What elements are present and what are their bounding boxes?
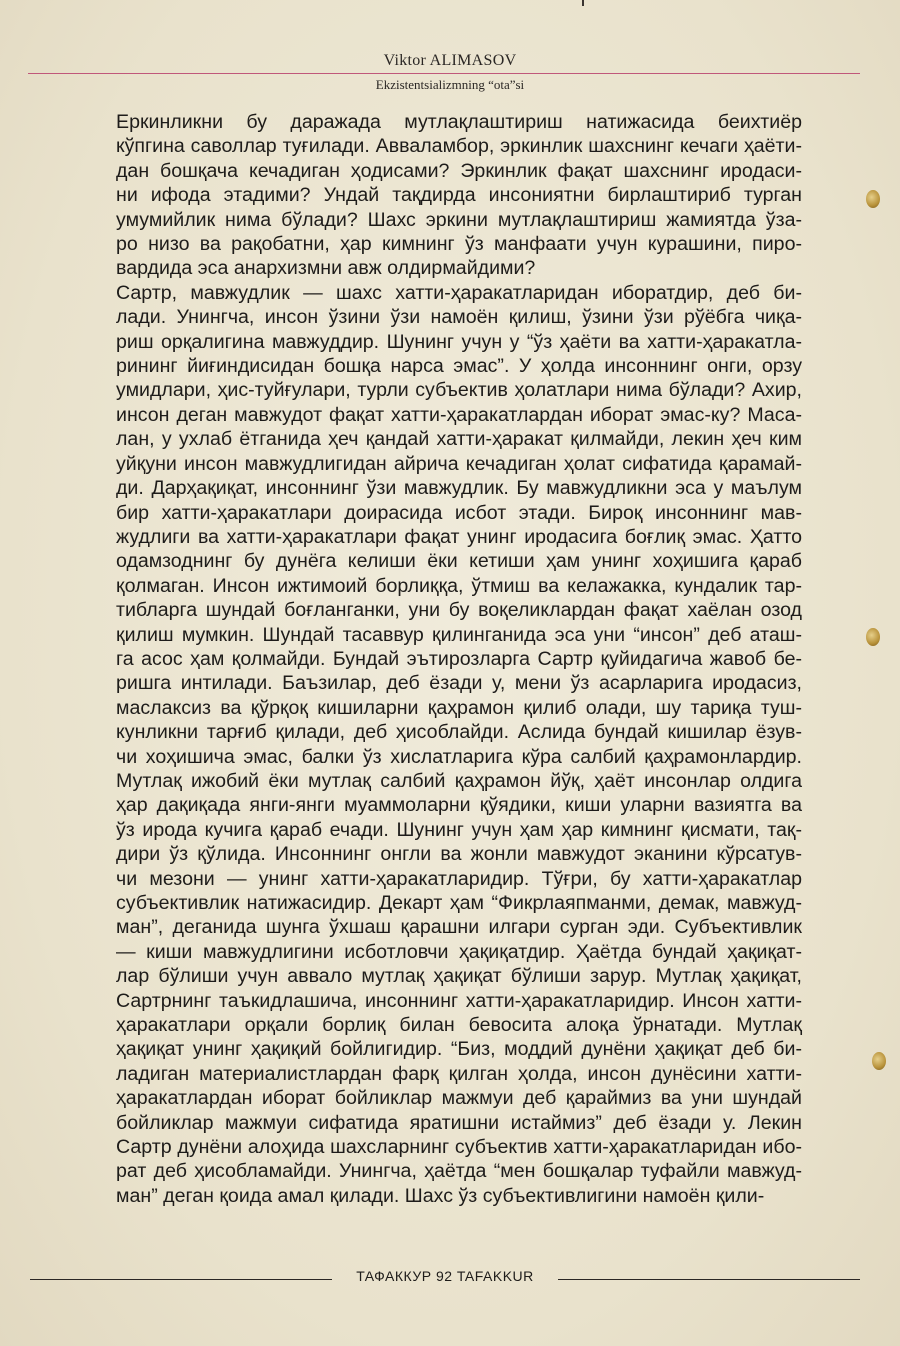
header-subtitle: Ekzistentsializmning “ota”sі bbox=[375, 77, 525, 92]
top-mark bbox=[582, 0, 584, 6]
text-line: дири ўз қўлида. Инсоннинг онгли ва жонли мавжудот эканини кўрсатув- bbox=[116, 843, 802, 866]
text-line: ҳар дақиқада янги-янги муаммоларни қўядики, киши уларни вазиятга ва bbox=[116, 794, 802, 817]
text-line: — киши мавжудлигини исботловчи ҳақиқатдир. Ҳаётда бундай ҳақиқат- bbox=[116, 940, 802, 963]
footer-rule-right bbox=[558, 1279, 860, 1280]
text-line: одамзоднинг бу дунёга келиши ёки кетиши ҳам унинг хоҳишига қараб bbox=[116, 550, 802, 573]
text-line: чи мезони — унинг хатти-ҳаракатларидир. Тўғри, бу хатти-ҳаракатлар bbox=[116, 867, 802, 890]
header-author: Viktor ALIMASOV bbox=[383, 52, 517, 69]
text-line: инсон деган мавжудот фақат хатти-ҳаракатлардан иборат эмас-ку? Маса- bbox=[116, 403, 802, 426]
text-line: ладиган материалистлардан фарқ қилган ҳолда, инсон дунёсини хатти- bbox=[116, 1062, 802, 1085]
text-line: лади. Унингча, инсон ўзини ўзи намоён қилиш, ўзини ўзи рўёбга чиқа- bbox=[116, 306, 802, 329]
text-line: умумийлик нима бўлади? Шахс эркини мутлақлаштириш жамиятда ўза- bbox=[116, 208, 802, 231]
binding-hole-top bbox=[866, 190, 880, 208]
text-line: Еркинликни бу даражада мутлақлаштириш натижасида беихтиёр bbox=[116, 111, 802, 133]
text-line: умидлари, ҳис-туйғулари, турли субъектив ҳолатлари нима бўлади? Ахир, bbox=[116, 379, 802, 402]
header-rule bbox=[28, 73, 860, 74]
text-line: қилиш мумкин. Шундай тасаввур қилинганида эса уни “инсон” деб аташ- bbox=[116, 623, 802, 646]
text-line: риш орқалигина мавжуддир. Шунинг учун у “ўз ҳаёти ва хатти-ҳаракатла- bbox=[116, 330, 802, 353]
text-line: ҳаракатлари орқали борлиқ билан бевосита алоқа ўрнатади. Мутлақ bbox=[116, 1014, 802, 1037]
text-line: дан бошқача кечадиган ҳодисами? Эркинлик фақат шахснинг иродаси- bbox=[116, 159, 802, 182]
text-line: лар бўлиши учун аввало мутлақ ҳақиқат бўлиши зарур. Мутлақ ҳақиқат, bbox=[116, 965, 802, 988]
article-body bbox=[116, 110, 802, 1208]
running-header bbox=[0, 52, 900, 70]
binding-hole-bottom bbox=[872, 1052, 886, 1070]
text-line: ҳаракатлардан иборат бойликлар мажмуи деб қараймиз ва уни шундай bbox=[116, 1087, 802, 1110]
text-line: рининг йиғиндисидан бошқа нарса эмас”. У ҳолда инсоннинг онги, орзу bbox=[116, 355, 802, 378]
text-line: га асос ҳам қолмайди. Бундай эътирозларга Сартр қуйидагича жавоб бе- bbox=[116, 647, 802, 670]
text-line: чи хоҳишича эмас, балки ўз хислатларига кўра салбий қаҳрамонлардир. bbox=[116, 745, 802, 768]
text-line: тибларга шундай боғланганки, уни бу воқеликлардан фақат хаёлан озод bbox=[116, 599, 802, 622]
text-line: Сартрнинг таъкидлашича, инсоннинг хатти-ҳаракатларидир. Инсон хатти- bbox=[116, 989, 802, 1012]
text-line: Сартр дунёни алоҳида шахсларнинг субъектив хатти-ҳаракатларидан ибо- bbox=[116, 1136, 802, 1159]
text-line: лан, у ухлаб ётганида ҳеч қандай хатти-ҳаракат қилмайди, лекин ҳеч ким bbox=[116, 428, 802, 451]
text-line: ўз ирода кучига қараб ечади. Шунинг учун ҳам ҳар кимнинг қисмати, тақ- bbox=[116, 818, 802, 841]
text-line: маслаксиз ва қўрқоқ кишиларни қаҳрамон қилиб олади, шу тариқа туш- bbox=[116, 696, 802, 719]
text-line: ҳақиқат унинг ҳақиқий бойлигидир. “Биз, моддий дунёни ҳақиқат деб би- bbox=[116, 1038, 802, 1061]
text-line: кунликни тарғиб қилади, деб ҳисоблайди. Аслида бундай кишилар ёзув- bbox=[116, 721, 802, 744]
text-line: қолмаган. Инсон ижтимоий борлиққа, ўтмиш ва келажакка, кундалик тар- bbox=[116, 574, 802, 597]
text-line: бир хатти-ҳаракатлари доирасида исбот этади. Бироқ инсоннинг мав- bbox=[116, 501, 802, 524]
text-line: ришга интилади. Баъзилар, деб ёзади у, мени ўз асарларига иродасиз, bbox=[116, 672, 802, 695]
footer-rule-left bbox=[30, 1279, 332, 1280]
text-line: Сартр, мавжудлик — шахс хатти-ҳаракатларидан иборатдир, деб би- bbox=[116, 281, 802, 304]
text-line: ни ифода этадими? Ундай тақдирда инсониятни бирлаштириб турган bbox=[116, 184, 802, 207]
text-line: субъективлик натижасидир. Декарт ҳам “Фикрлаяпманми, демак, мавжуд- bbox=[116, 892, 802, 914]
text-line: кўпгина саволлар туғилади. Авваламбор, эркинлик шахснинг кечаги ҳаёти- bbox=[116, 135, 802, 158]
text-line: уйқуни инсон мавжудлигидан айрича кечадиган ҳолат сифатида қарамай- bbox=[116, 452, 802, 475]
footer-page-label: ТАФАККУР 92 TAFAKKUR bbox=[356, 1268, 534, 1284]
text-line: вардида эса анархизмни авж олдирмайдими? bbox=[116, 257, 536, 280]
binding-hole-middle bbox=[866, 628, 880, 646]
text-line: жудлиги ва хатти-ҳаракатлари фақат унинг иродасига боғлиқ эмас. Ҳатто bbox=[116, 525, 802, 548]
text-line: рат деб ҳисобламайди. Унингча, ҳаётда “мен бошқалар туфайли мавжуд- bbox=[116, 1160, 802, 1183]
text-line: ман” деган қоида амал қилади. Шахс ўз субъективлигини намоён қили- bbox=[116, 1184, 765, 1207]
text-line: бойликлар мажмуи сифатида яратишни истаймиз” деб ёзади у. Лекин bbox=[116, 1111, 802, 1134]
text-line: Мутлақ ижобий ёки мутлақ салбий қаҳрамон йўқ, ҳаёт инсонлар олдига bbox=[116, 769, 802, 792]
page-footer bbox=[30, 1268, 860, 1292]
text-line: ди. Дарҳақиқат, инсоннинг ўзи мавжудлик. Бу мавжудликни эса у маълум bbox=[116, 477, 802, 500]
text-line: ро низо ва рақобатни, ҳар кимнинг ўз манфаати учун курашини, пиро- bbox=[116, 233, 802, 256]
text-line: ман”, деганида шунга ўхшаш қарашни илгари сурган эди. Субъективлик bbox=[116, 916, 802, 939]
